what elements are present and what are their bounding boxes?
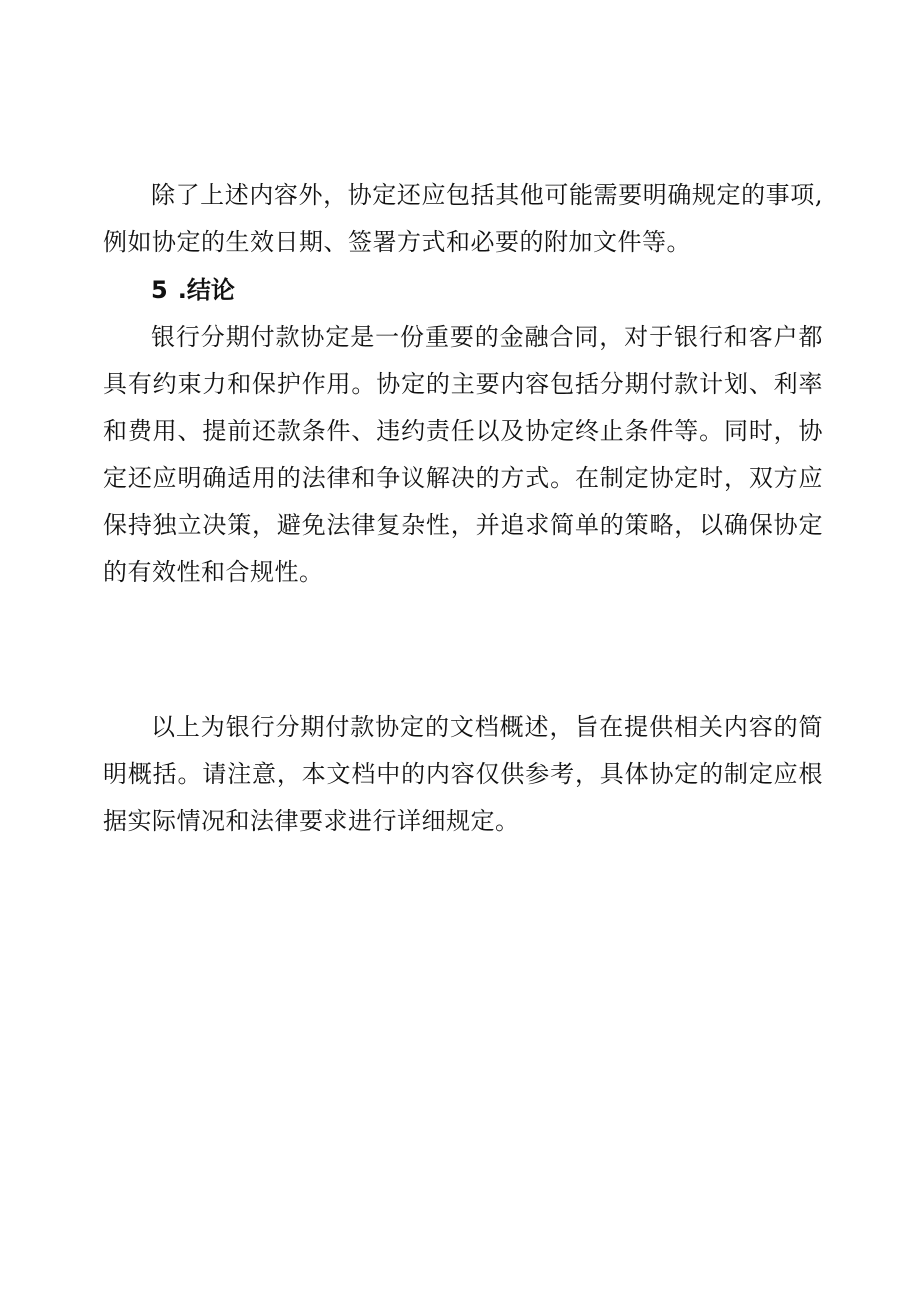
section-number: 5 — [151, 276, 168, 304]
closing-section — [103, 704, 823, 845]
section-title: .结论 — [177, 276, 235, 304]
note-paragraph: 以上为银行分期付款协定的文档概述，旨在提供相关内容的简明概括。请注意，本文档中的内容仅供参考，具体协定的制定应根据实际情况和法律要求进行详细规定。 — [103, 713, 823, 835]
main-section — [103, 172, 823, 596]
conclusion-paragraph: 银行分期付款协定是一份重要的金融合同，对于银行和客户都具有约束力和保护作用。协定的主要内容包括分期付款计划、利率和费用、提前还款条件、违约责任以及协定终止条件等。同时，协定还应明确适用的法律和争议解决的方式。在制定协定时，双方应保持独立决策，避免法律复杂性，并追求简单的策略，以确保协定的有效性和合规性。 — [103, 323, 823, 586]
section-heading — [103, 266, 823, 314]
intro-paragraph: 除了上述内容外，协定还应包括其他可能需要明确规定的事项,例如协定的生效日期、签署方式和必要的附加文件等。 — [103, 181, 823, 256]
